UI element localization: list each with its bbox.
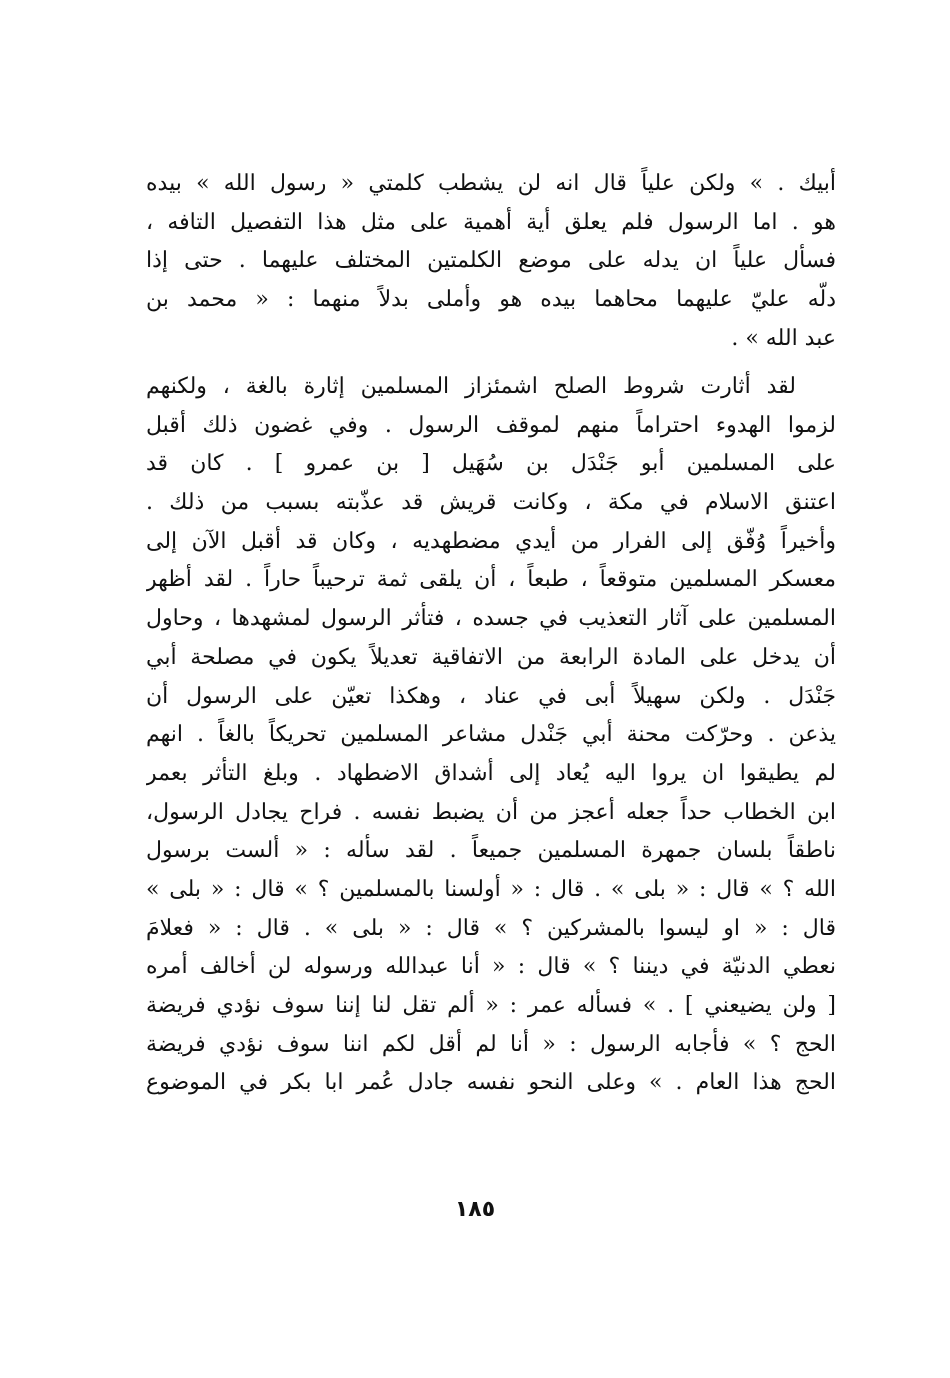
text-line: دلّه عليّ عليهما محاهما بيده هو وأملى بدلاً منهما : « محمد بن	[146, 287, 836, 313]
text-line: أبيك . » ولكن علياً قال انه لن يشطب كلمتي « رسول الله » بيده	[146, 171, 836, 196]
text-line: وأخيراً وُفّق إلى الفرار من أيدي مضطهديه ، وكان قد أقبل الآن إلى	[146, 528, 836, 554]
text-line: جَنْدَل . ولكن سهيلاً أبى في عناد ، وهكذا تعيّن على الرسول أن	[146, 683, 836, 709]
text-line: ناطقاً بلسان جمهرة المسلمين جميعاً . لقد سأله : « ألست برسول	[146, 838, 836, 864]
text-line: ابن الخطاب حداً جعله أعجز من أن يضبط نفسه . فراح يجادل الرسول،	[146, 799, 836, 825]
text-line: الله ؟ » قال : « بلى » . قال : « أولسنا بالمسلمين ؟ » قال : « بلى »	[146, 876, 836, 902]
text-line: اعتنق الاسلام في مكة ، وكانت قريش قد عذّبته بسبب من ذلك .	[146, 490, 836, 516]
text-line: قال : « او ليسوا بالمشركين ؟ » قال : « بلى » . قال : « فعلامَ	[146, 915, 836, 941]
text-line: نعطي الدنيّة في ديننا ؟ » قال : « أنا عبدالله ورسوله لن أخالف أمره	[146, 954, 836, 980]
text-line: المسلمين على آثار التعذيب في جسده ، فتأثر الرسول لمشهدها ، وحاول	[146, 606, 836, 632]
text-line: الحج ؟ » فأجابه الرسول : « أنا لم أقل لكم اننا سوف نؤدي فريضة	[146, 1031, 836, 1057]
text-line: أن يدخل على المادة الرابعة من الاتفاقية تعديلاً يكون في مصلحة أبي	[146, 644, 836, 670]
text-line: لم يطيقوا ان يروا اليه يُعاد إلى أشداق الاضطهاد . وبلغ التأثر بعمر	[146, 760, 836, 786]
text-line: هو . اما الرسول فلم يعلق أية أهمية على مثل هذا التفصيل التافه ،	[146, 209, 836, 235]
page-number: ١٨٥	[454, 1197, 496, 1222]
text-line: الحج هذا العام . » وعلى النحو نفسه جادل عُمر ابا بكر في الموضوع	[146, 1070, 836, 1096]
text-line: معسكر المسلمين متوقعاً ، طبعاً ، أن يلقى ثمة ترحيباً حاراً . لقد أظهر	[146, 567, 836, 593]
text-line: يذعن . وحرّكت محنة أبي جَنْدل مشاعر المسلمين تحريكاً بالغاً . انهم	[146, 722, 836, 748]
text-line: على المسلمين أبو جَنْدَل بن سُهَيل [ بن عمرو ] . كان قد	[146, 451, 836, 477]
text-line: عبد الله » .	[731, 325, 836, 351]
text-line: لزموا الهدوء احتراماً منهم لموقف الرسول . وفي غضون ذلك أقبل	[146, 412, 836, 438]
text-line: فسأل علياً ان يدله على موضع الكلمتين المختلف عليهما . حتى إذا	[146, 248, 836, 274]
paragraph-1	[146, 165, 836, 358]
paragraph-2	[146, 368, 836, 1103]
text-line: لقد أثارت شروط الصلح اشمئزاز المسلمين إثارة بالغة ، ولكنهم	[146, 374, 796, 399]
text-line: [ ولن يضيعني ] . » فسأله عمر : « ألم تقل لنا إننا سوف نؤدي فريضة	[146, 993, 836, 1018]
